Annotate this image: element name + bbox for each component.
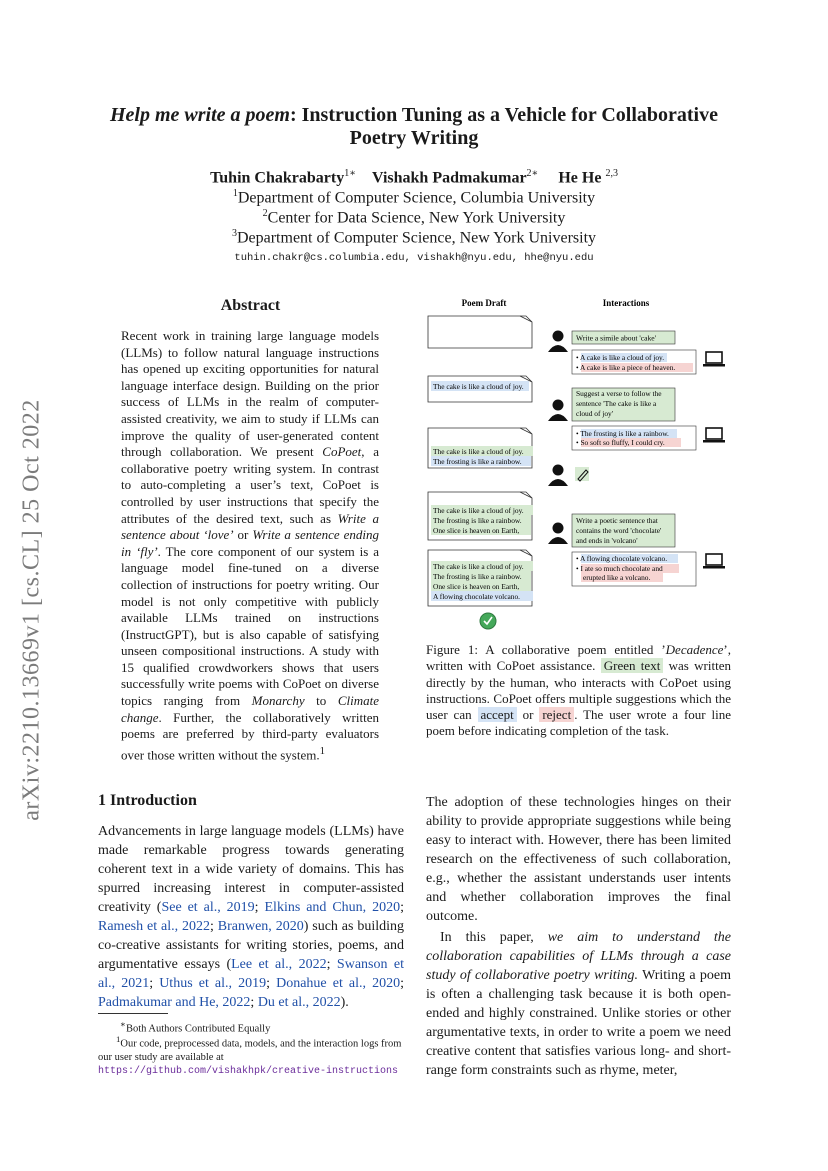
accepted-suggestion: • A cake is like a cloud of joy. [576,353,665,362]
poem-draft-box [428,316,532,348]
caption-emphasis: Decadence [665,642,724,657]
intro-text: Advancements in large language models (LLMs) have made remarkable progress towards generating coherent text in a wide variety of domains. This has spurred increasing interest in computer-assisted creativity ( [98,824,404,915]
user-icon [548,331,568,353]
citation-link[interactable]: See et al., 2019 [161,900,255,915]
citation-link[interactable]: Elkins and Chun, 2020 [264,900,401,915]
affiliation-sup: 2 [262,208,268,219]
footnote-text: Our code, preprocessed data, models, and the interaction logs from our user study are available at [98,1038,402,1063]
figure-1-diagram [420,292,740,632]
affiliation-sup: 3 [231,228,237,239]
author-sup: 2,3 [605,168,618,179]
laptop-icon [703,428,725,443]
citation-link[interactable]: Donahue et al., 2020 [276,976,401,991]
title-line1: : Instruction Tuning as a Vehicle for Collaborative [289,104,718,126]
user-icon [548,465,568,487]
rejected-suggestion: • I ate so much chocolate and [576,564,663,573]
poem-line: The cake is like a cloud of joy. [433,447,524,456]
body-text: Writing a poem is often a challenging task because it is both open-ended and highly constrained. Unlike stories or other argumentative texts, in order to write a poem we need creative content that satisfies various long- and short-range form constraints such as rhyme, meter, [426,968,731,1078]
affiliation-sup: 1 [232,188,238,199]
citation-link[interactable]: Padmakumar and He, 2022 [98,995,251,1010]
caption-text: or [516,707,540,723]
title-italic: Help me write a poem [109,104,290,126]
accepted-suggestion: • The frosting is like a rainbow. [576,429,669,438]
caption-text: . The user wrote a four line poem before indicating completion of the task. [426,707,731,739]
caption-text: was written directly by the human, who interacts with CoPoet using instructions. CoPoet offers multiple suggestions which the user can [426,658,731,723]
poem-line: A flowing chocolate volcano. [433,592,521,601]
affiliation [100,228,728,247]
abstract-text: . Further, the collaboratively written poems are preferred by third-party evaluators over those written without the system. [121,709,379,763]
instruction-text: contains the word 'chocolate' [576,526,662,535]
abstract-heading: Abstract [220,297,281,314]
footnote-marker[interactable]: 1 [319,744,326,757]
poem-line: The cake is like a cloud of joy. [433,382,524,391]
author-list [100,168,728,187]
figure-column-header: Interactions [602,298,650,308]
abstract-text: . The core component of our system is a language model fine-tuned on a diverse collection of instructions for poetry writing. Our model is not only competitive with publicly available LLMs trained on instructions (InstructGPT), but is also capable of satisfying unseen compositional instructions. A study with 15 qualified crowdworkers shows that users successfully write poems with CoPoet on diverse topics ranging from [121,543,379,709]
affiliation [100,188,728,207]
laptop-icon [703,352,725,367]
poem-line: The frosting is like a rainbow. [433,457,522,466]
citation-link[interactable]: Ramesh et al., 2022 [98,919,210,934]
author-sup: 1∗ [344,168,356,179]
footnote [98,1033,408,1078]
poem-line: One slice is heaven on Earth, [433,582,520,591]
poem-line: One slice is heaven on Earth, [433,526,520,535]
accepted-suggestion: • A flowing chocolate volcano. [576,554,668,563]
caption-green-highlight: Green text [601,658,664,673]
figure-1-caption [426,642,731,740]
abstract-text: , a collaborative poetry writing system. In contrast to auto-completing a user’s text, CoPoet is controlled by user instructions that specify the attributes of the desired text, such as [121,444,379,526]
author-name: Vishakh Padmakumar [371,169,527,187]
figure-1 [420,292,740,637]
rejected-suggestion: • A cake is like a piece of heaven. [576,363,676,372]
affiliation [100,208,728,227]
instruction-text: cloud of joy' [576,409,614,418]
footnote-marker: ∗ [120,1019,126,1029]
affiliation-text: Department of Computer Science, New York University [236,229,597,247]
caption-text: Figure 1: A collaborative poem entitled ’ [426,642,666,657]
abstract-text: Recent work in training large language models (LLMs) to follow natural language instructions has opened up exciting opportunities for natural language interface design. Building on the prior success of LLMs in the realm of computer-assisted creativity, we aim to study if LLMs can improve the quality of user-generated content through collaboration. We present [121,328,379,460]
repository-link[interactable]: https://github.com/vishakhpk/creative-instructions [98,1065,399,1077]
figure-column-header: Poem Draft [461,298,507,308]
section-heading-introduction: 1 Introduction [98,792,197,809]
paragraph [426,928,731,1080]
right-column-body [426,793,731,1080]
affiliation-text: Department of Computer Science, Columbia University [237,189,596,207]
caption-text: ’, written with CoPoet assistance. [426,642,731,674]
introduction-body: Advancements in large language models (LLMs) have made remarkable progress towards generating coherent text in a wide variety of domains. This has spurred increasing interest in computer-assisted creativity (See et al., 2019; Elkins and Chun, 2020; Ramesh et al., 2022; Branwen, 2020) such as building co-creative assistants for writing stories, poems, and argumentative essays (Lee et al., 2022; Swanson et al., 2021; Uthus et al., 2019; Donahue et al., 2020; Padmakumar and He, 2022; Du et al., 2022). [98,824,405,1010]
title-line2: Poetry Writing [349,127,479,149]
abstract-emphasis: Write a sentence about ‘love’ [121,510,379,543]
poem-line: The cake is like a cloud of joy. [433,506,524,515]
footnote-rule [98,1013,168,1014]
citation-link[interactable]: Swanson et al., 2021 [98,957,405,991]
intro-text: ). [340,995,349,1010]
arxiv-sidebar [8,370,56,850]
instruction-text: Suggest a verse to follow the [576,389,662,398]
citation-link[interactable]: Branwen, 2020 [217,919,304,934]
poem-line: The cake is like a cloud of joy. [433,562,524,571]
abstract-text: or [233,527,253,543]
author-emails[interactable]: tuhin.chakr@cs.columbia.edu, vishakh@nyu.edu, hhe@nyu.edu [234,252,594,264]
citation-link[interactable]: Du et al., 2022 [257,995,341,1010]
caption-accept-highlight: accept [478,707,517,722]
author-name: He He [558,169,602,187]
poem-line: The frosting is like a rainbow. [433,516,522,525]
abstract-text: to [304,693,338,709]
paper-title [100,104,728,150]
footnote-text: Both Authors Contributed Equally [125,1023,271,1035]
body-text: In this paper, [440,930,548,945]
user-icon [548,523,568,545]
footnote-marker: 1 [116,1034,121,1044]
instruction-text: Write a poetic sentence that [576,516,658,525]
check-icon [480,613,496,629]
abstract-emphasis: Write a sentence ending in ‘fly’ [121,527,379,559]
author-sup: 2∗ [526,168,539,179]
affiliation-text: Center for Data Science, New York University [267,209,566,227]
body-emphasis: we aim to understand the collaboration capabilities of LLMs through a case study of collaborative poetry writing. [426,930,731,983]
abstract-emphasis: Climate change [121,693,379,725]
user-icon [548,400,568,422]
poem-line: The frosting is like a rainbow. [433,572,522,581]
pencil-icon [575,467,589,481]
instruction-text: and ends in 'volcano' [576,536,638,545]
caption-reject-highlight: reject [539,707,574,722]
abstract-emphasis: Monarchy [251,693,305,709]
citation-link[interactable]: Lee et al., 2022 [231,957,327,972]
arxiv-identifier: arXiv:2210.13669v1 [cs.CL] 25 Oct 2022 [18,399,45,821]
paragraph: The adoption of these technologies hinges on their ability to provide appropriate suggestions while being easy to interact with. However, there has been limited research on the effectiveness of such collaboration, e.g., whether the assistant understands user intents and whether collaboration improves the final outcome. [426,795,731,924]
citation-link[interactable]: Uthus et al., 2019 [159,976,267,991]
instruction-text: Write a simile about 'cake' [576,333,657,343]
rejected-suggestion: • So soft so fluffy, I could cry. [576,438,665,447]
intro-text: ) such as building co-creative assistants for writing stories, poems, and argumentative essays ( [98,919,405,972]
laptop-icon [703,554,725,569]
abstract-body [121,328,379,764]
rejected-suggestion: erupted like a volcano. [583,573,651,582]
abstract-emphasis: CoPoet [322,444,362,460]
instruction-text: sentence 'The cake is like a [576,399,657,408]
author-name: Tuhin Chakrabarty [210,169,345,187]
